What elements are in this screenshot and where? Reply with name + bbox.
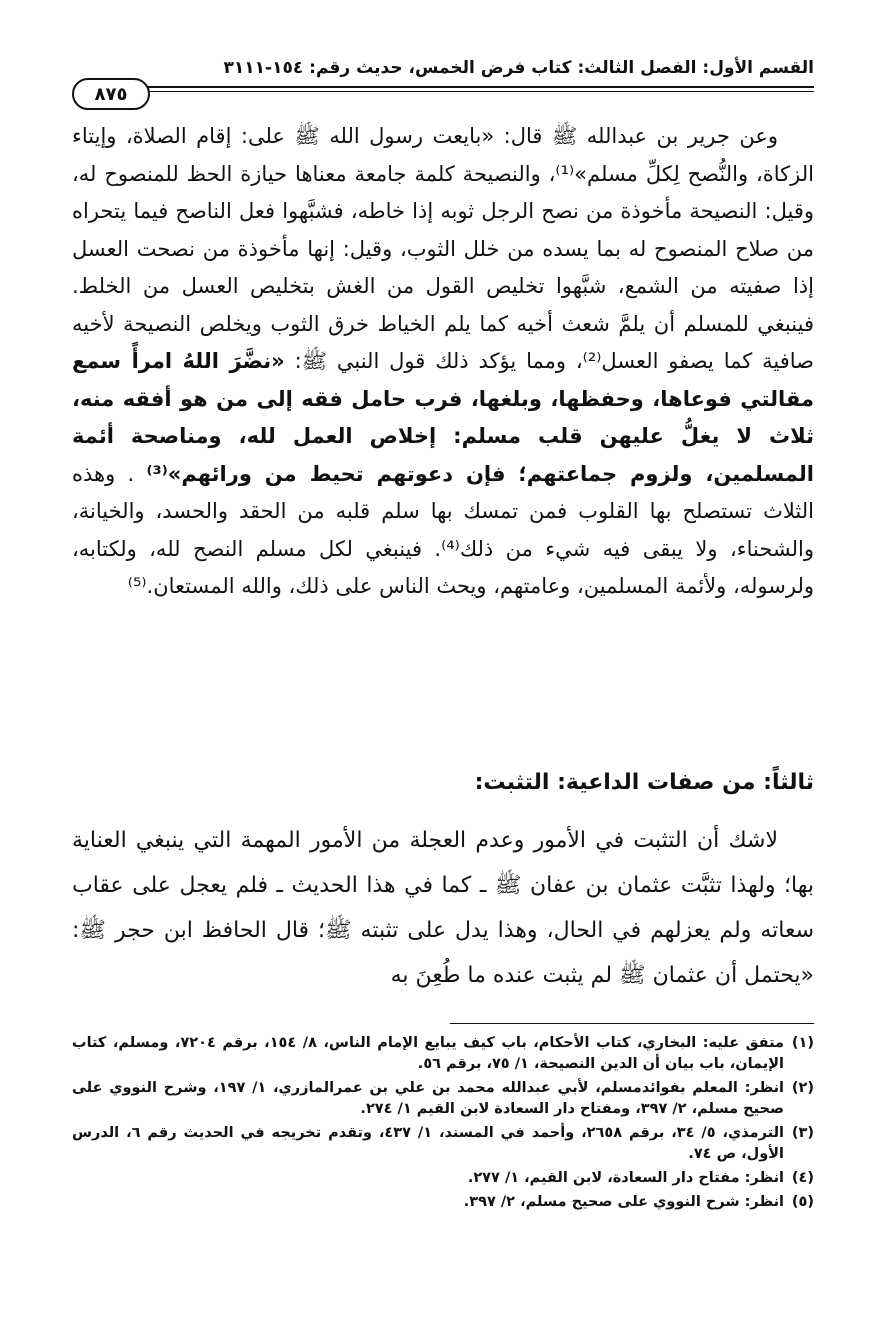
footnote-item xyxy=(72,1192,814,1213)
footnote-number: (٣) xyxy=(791,1125,814,1141)
footnote-text: انظر: مفتاح دار السعادة، لابن القيم، ١/ ٢٧٧. xyxy=(467,1170,784,1186)
footnote-text: الترمذي، ٥/ ٣٤، برقم ٢٦٥٨، وأحمد في المسند، ١/ ٤٣٧، وتقدم تخريجه في الحديث رقم ٦، الدرس الأول، ص ٧٤. xyxy=(72,1125,784,1162)
footnote-text: انظر: المعلم بفوائدمسلم، لأبي عبدالله محمد بن علي بن عمرالمازري، ١/ ١٩٧، وشرح النووي على صحيح مسلم، ٢/ ٣٩٧، ومفتاح دار السعادة لابن القيم ١/ ٢٧٤. xyxy=(72,1080,785,1117)
header-rule-thin xyxy=(148,91,814,92)
footnote-text: متفق عليه: البخاري، كتاب الأحكام، باب كيف يبايع الإمام الناس، ٨/ ١٥٤، برقم ٧٢٠٤، ومسلم، كتاب الإيمان، باب بيان أن الدين النصيحة، ١/ ٧٥، برقم ٥٦. xyxy=(72,1035,785,1072)
section-paragraph: لاشك أن التثبت في الأمور وعدم العجلة من الأمور المهمة التي ينبغي العناية بها؛ ولهذا تثبَّت عثمان بن عفان ﷺ ـ كما في هذا الحديث ـ فلم يعجل على عقاب سعاته ولم يعزلهم في الحال، وهذا يدل على تثبته ﷺ؛ قال الحافظ ابن حجر ﷺ: «يحتمل أن عثمان ﷺ لم يثبت عنده ما طُعِنَ به xyxy=(72,828,814,988)
footnote-number: (٢) xyxy=(791,1080,814,1096)
footnote-number: (٤) xyxy=(791,1170,814,1186)
paragraph-text-continued: . وهذه الثلاث تستصلح بها القلوب فمن تمسك بها سلم قلبه من الحقد والحسد، والخيانة، والشحناء، ولا يبقى فيه شيء من ذلك⁽⁴⁾. فينبغي لكل مسلم النصح لله، ولكتابه، ولرسوله، ولأئمة المسلمين، وعامتهم، ويحث الناس على ذلك، والله المستعان.⁽⁵⁾ xyxy=(72,461,815,598)
footnote-item xyxy=(72,1123,814,1165)
paragraph-text: وعن جرير بن عبدالله ﷺ قال: «بايعت رسول الله ﷺ على: إقام الصلاة، وإيتاء الزكاة، والنُّصح لِكلِّ مسلم»⁽¹⁾، والنصيحة كلمة جامعة معناها حيازة الحظ للمنصوح له، وقيل: النصيحة مأخوذة من نصح الرجل ثوبه إذا خاطه، فشبَّهوا فعل الناصح فيما يتحراه من صلاح المنصوح له بما يسده من خلل الثوب، وقيل: إنها مأخوذة من نصحت العسل إذا صفيته من الشمع، شبَّهوا تخليص القول من الغش بتخليص العسل من الخلط. فينبغي للمسلم أن يلمَّ شعث أخيه كما يلم الخياط خرق الثوب ويخلص النصيحة لأخيه صافية كما يصفو العسل⁽²⁾، ومما يؤكد ذلك قول النبي ﷺ: xyxy=(72,124,814,373)
footnote-separator xyxy=(450,1023,814,1024)
running-title: القسم الأول: الفصل الثالث: كتاب فرض الخمس، حديث رقم: ١٥٤-٣١١١ xyxy=(223,58,814,78)
footnotes xyxy=(72,1033,814,1216)
footnote-item xyxy=(72,1033,814,1075)
main-paragraph xyxy=(72,118,814,606)
footnote-number: (١) xyxy=(791,1035,814,1051)
section-paragraph-block xyxy=(72,818,814,998)
footnote-item xyxy=(72,1168,814,1189)
footnote-number: (٥) xyxy=(791,1194,814,1210)
page-number: ٨٧٥ xyxy=(72,78,150,110)
footnote-item xyxy=(72,1078,814,1120)
footnote-text: انظر: شرح النووي على صحيح مسلم، ٢/ ٣٩٧. xyxy=(463,1194,784,1210)
section-heading: ثالثاً: من صفات الداعية: التثبت: xyxy=(474,770,814,795)
header-rule-thick xyxy=(148,86,814,88)
hadith-quote: «نضَّرَ اللهُ امرأً سمع مقالتي فوعاها، وحفظها، وبلغها، فرب حامل فقه إلى من هو أفقه منه، ثلاث لا يغلُّ عليهن قلب مسلم: إخلاص العمل لله، ومناصحة أئمة المسلمين، ولزوم جماعتهم؛ فإن دعوتهم تحيط من ورائهم»⁽³⁾ xyxy=(72,349,815,486)
